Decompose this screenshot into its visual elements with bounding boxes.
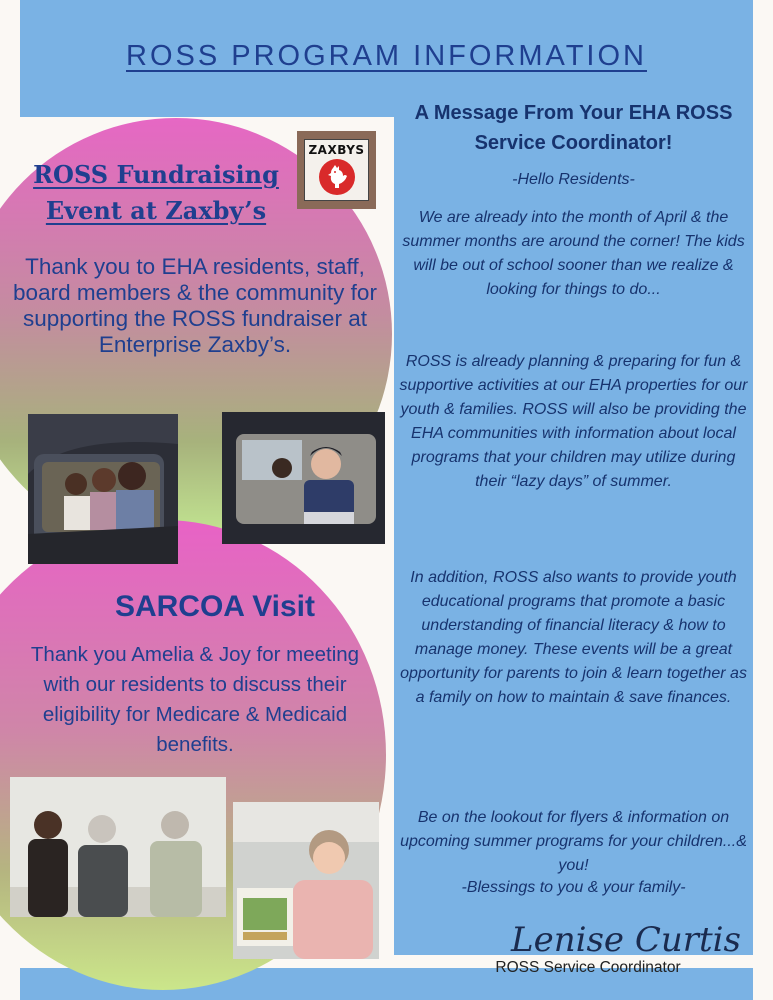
message-greeting: -Hello Residents- xyxy=(512,171,635,188)
rooster-icon xyxy=(319,159,355,195)
message-paragraph: ROSS is already planning & preparing for fun & supportive activities at our EHA properties for our youth & families. ROSS will also be providing the EHA communities with information about local programs that your children may utilize during their “lazy days” of summer. xyxy=(399,353,748,490)
signature xyxy=(505,905,741,967)
page-title: ROSS PROGRAM INFORMATION xyxy=(126,40,647,72)
photo-resident-driver xyxy=(222,412,385,544)
sarcoa-heading: SARCOA Visit xyxy=(114,590,316,623)
sarcoa-text: Thank you Amelia & Joy for meeting with our residents to discuss their eligibility for Medicare & Medicaid benefits. xyxy=(30,643,360,756)
signature-title: ROSS Service Coordinator xyxy=(495,959,681,976)
zaxbys-logo-text: ZAXBYS xyxy=(308,143,365,157)
fundraiser-heading: ROSS Fundraising Event at Zaxby’s xyxy=(33,160,279,225)
message-closing: -Blessings to you & your family- xyxy=(461,879,686,896)
signature-name: Lenise Curtis xyxy=(511,920,741,960)
photo-sarcoa-staff xyxy=(10,777,226,917)
message-body xyxy=(398,206,749,878)
message-paragraph: Be on the lookout for flyers & information on upcoming summer programs for your children...& you! xyxy=(400,809,747,874)
message-paragraph: In addition, ROSS also wants to provide youth educational programs that promote a basic understanding of financial literacy & how to manage money. These events will be a great opportunity for parents to join & learn together as a family on how to maintain & save finances. xyxy=(400,569,747,706)
photo-resident-with-flyer xyxy=(233,802,379,959)
zaxbys-logo xyxy=(297,131,376,209)
fundraiser-text: Thank you to EHA residents, staff, board members & the community for supporting the ROSS fundraiser at Enterprise Zaxby’s. xyxy=(13,254,377,357)
message-paragraph: We are already into the month of April & the summer months are around the corner! The kids will be out of school sooner than we realize & looking for things to do... xyxy=(402,209,745,298)
photo-residents-in-car xyxy=(28,414,178,564)
message-title: A Message From Your EHA ROSS Service Coordinator! xyxy=(414,102,733,154)
zaxbys-sign xyxy=(304,139,369,201)
